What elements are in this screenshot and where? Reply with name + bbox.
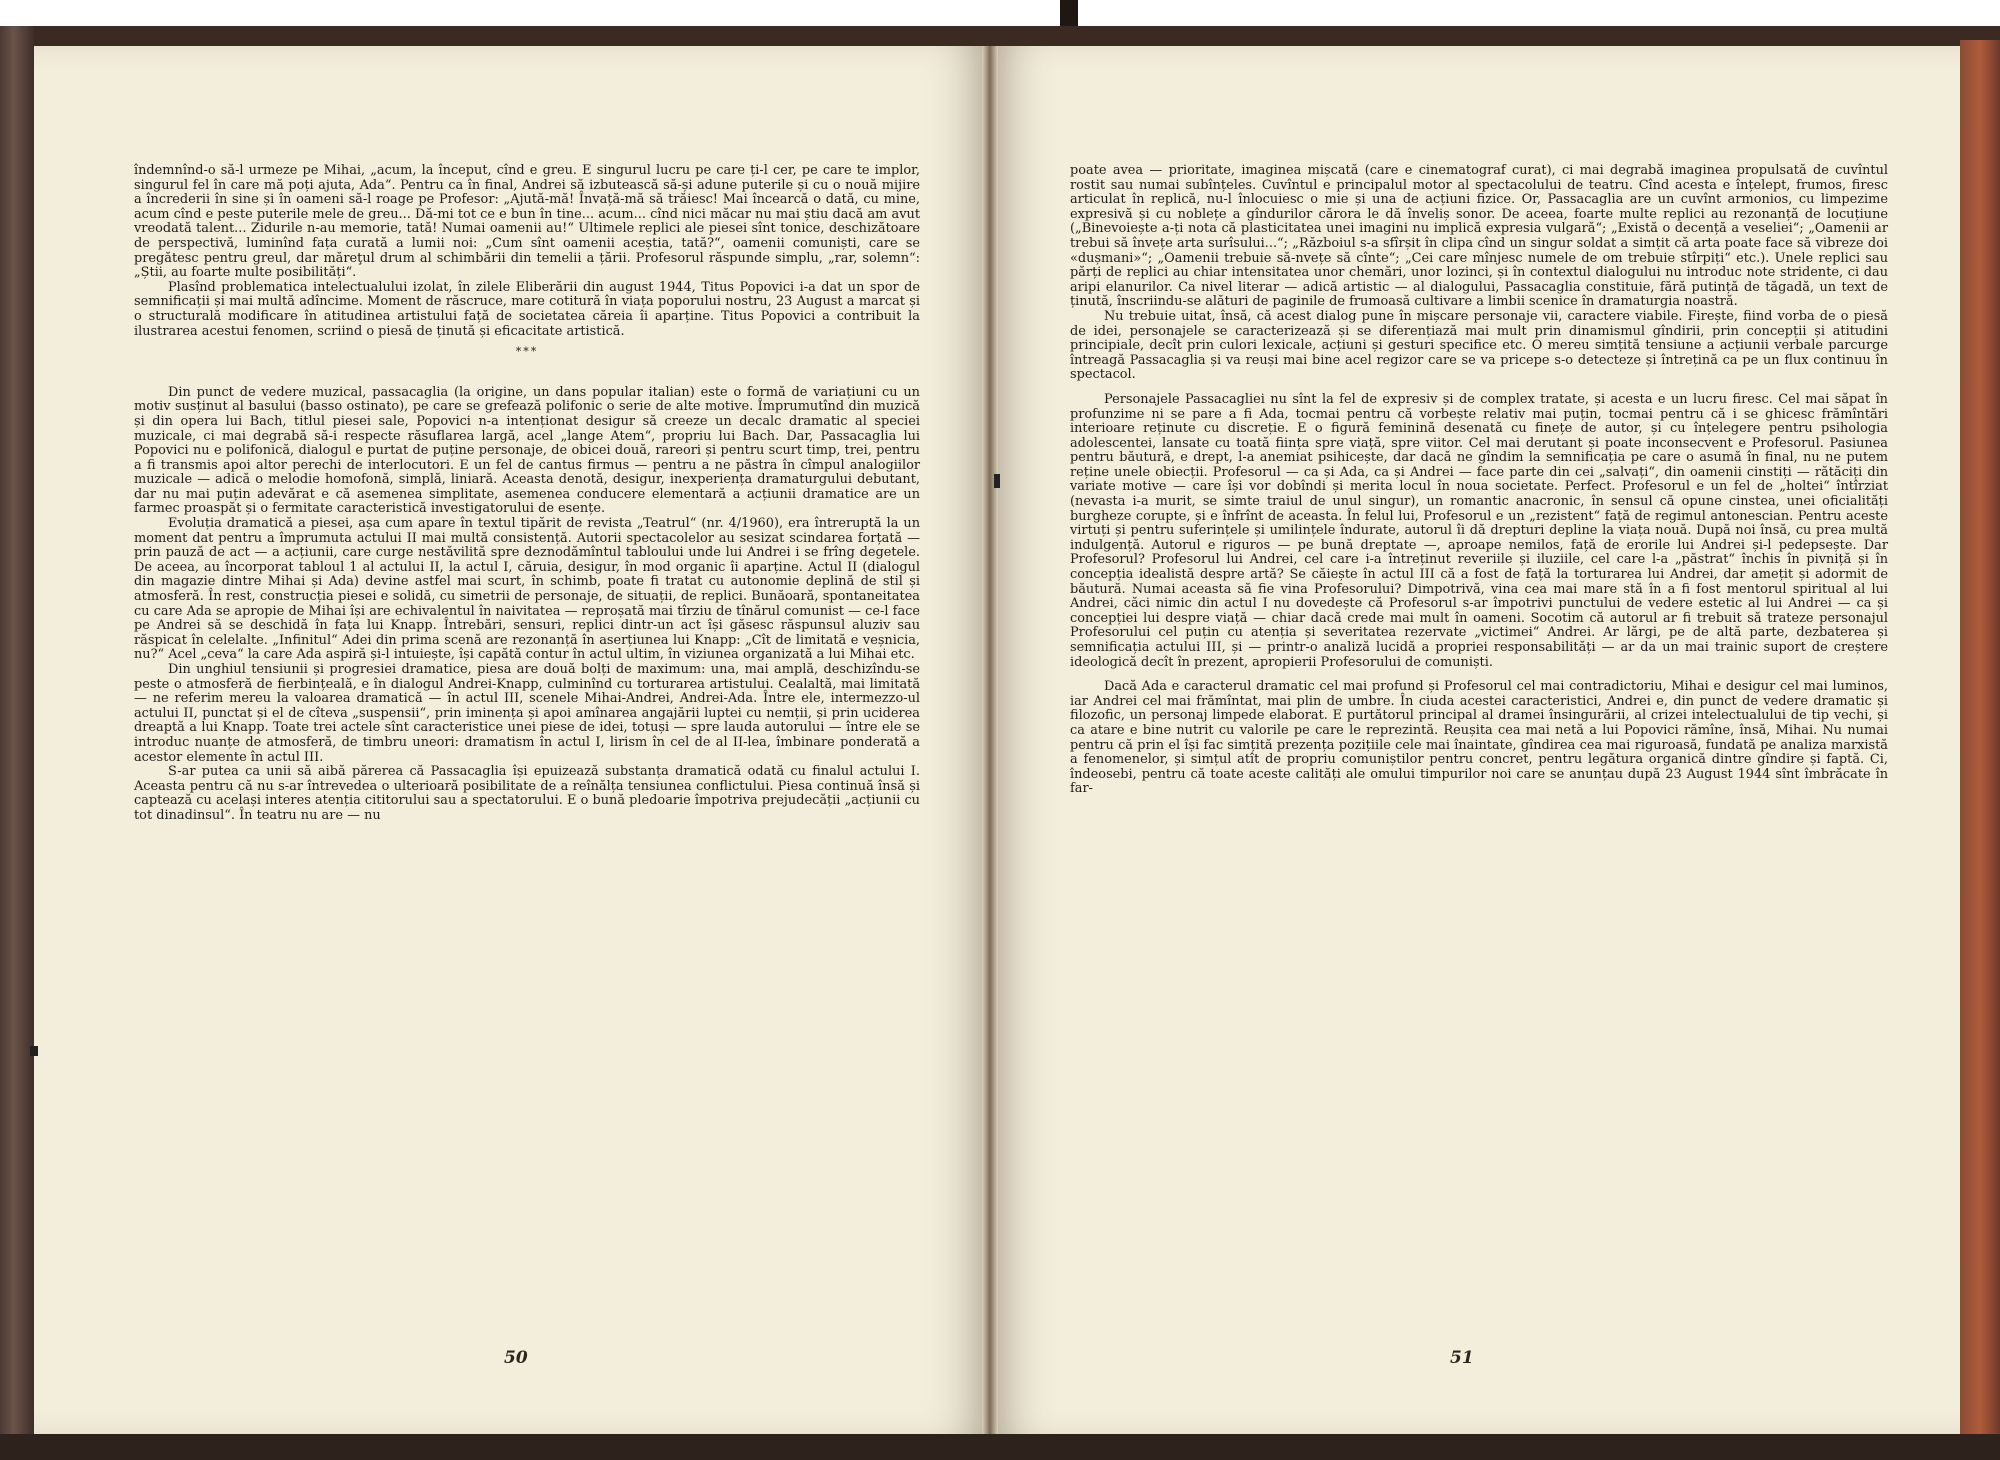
paragraph: poate avea — prioritate, imaginea mișcată (care e cinematograf curat), ci mai degrabă imaginea propulsată de cuvîntul rostit sau numai subînțeles. Cuvîntul e principalul motor al spectacolului de teatru. Cînd acesta e înțelept, frumos, firesc articulat în replică, nu-l înlocuiesc o mie și una de acțiuni fizice. Or, Passacaglia are un cuvînt armonios, cu limpezime expresivă și cu noblețe a gîndurilor cărora le dă înveliș sonor. De aceea, foarte multe replici au rezonanță de locuțiune („Binevoiește a-ți nota că plasticitatea unei imagini nu implică expresia vulgară“; „Există o decență a veseliei“; „Oamenii ar trebui să învețe arta surîsului...“; „Războiul s-a sfîrșit în clipa cînd un singur soldat a simțit că arta poate face să vibreze doi «dușmani»“; „Oamenii trebuie să-nvețe să cînte“; „Cei care mînjesc numele de om trebuie stîrpiți“ etc.). Unele replici sau părți de replici au chiar intensitatea unor chemări, unor lozinci, și în contextul dialogului nu introduc note stridente, ci dau aripi elanurilor. Ca nivel literar — adică artistic — al dialogului, Passacaglia constituie, fără putință de tăgadă, un text de ținută, înscriindu-se alături de paginile de frumoasă cultivare a limbii scenice în dramaturgia noastră.: [1070, 163, 1888, 310]
paragraph: Nu trebuie uitat, însă, că acest dialog pune în mișcare personaje vii, caractere viabile. Firește, fiind vorba de o piesă de idei, personajele se caracterizează și se diferențiază mai mult prin dinamismul gîndirii, prin concepții și atitudini principiale, decît prin culori lexicale, acțiuni și gesturi specifice etc. O mereu simțită tensiune a acțiunii verbale parcurge întreagă Passacaglia și va reuși mai bine acel regizor care se va pricepe s-o detecteze și întrețină ca pe un flux continuu în spectacol.: [1070, 308, 1888, 383]
book-spine-top: [1060, 0, 1078, 26]
edge-mark: [30, 1046, 38, 1056]
gutter-mark: [994, 474, 1000, 488]
section-separator: ***: [515, 345, 539, 359]
paragraph: Plasînd problematica intelectualului izolat, în zilele Eliberării din august 1944, Titus Popovici i-a dat un spor de semnificații și mai multă adîncime. Moment de răscruce, mare cotitură în viața poporului nostru, 23 August a marcat și o structurală modificare în atitudinea artistului față de societatea căreia îi aparține. Titus Popovici a contribuit la ilustrarea acestui fenomen, scriind o piesă de ținută și eficacitate artistică.: [134, 279, 920, 339]
paragraph: Dacă Ada e caracterul dramatic cel mai profund și Profesorul cel mai contradictoriu, Mihai e desigur cel mai luminos, iar Andrei cel mai frămîntat, mai plin de umbre. În ciuda acestei caracteristici, Andrei e, din punct de vedere dramatic și filozofic, un personaj limpede elaborat. E purtătorul principal al dramei însingurării, al crizei intelectualului de tip vechi, și ca atare e bine nutrit cu valorile pe care le reprezintă. Reușita cea mai netă a lui Popovici rămîne, însă, Mihai. Nu numai pentru că prin el își fac simțită prezența pozițiile cele mai înaintate, gîndirea cea mai riguroasă, fundată pe analiza marxistă a fenomenelor, și simțul atît de propriu comuniștilor pentru concret, pentru legătura organică dintre gîndire și faptă. Ci, îndeosebi, pentru că toate aceste calități ale omului timpurilor noi care se anunțau după 23 August 1944 sînt îmbrăcate în far-: [1070, 679, 1888, 797]
left-cover-edge: [0, 26, 34, 1436]
paragraph: S-ar putea ca unii să aibă părerea că Passacaglia își epuizează substanța dramatică odată cu finalul actului I. Aceasta pentru că nu s-ar întrevedea o ulterioară posibilitate de a reînălța tensiunea conflictului. Piesa continuă însă și captează cu același interes atenția cititorului sau a spectatorului. E o bună pledoarie împotriva prejudecății „acțiunii cu tot dinadinsul“. În teatru nu are — nu: [134, 764, 920, 823]
right-page-text: [1070, 164, 1888, 797]
book-gutter: [982, 46, 998, 1434]
left-page: [34, 46, 990, 1434]
book-bottom-edge: [0, 1434, 2000, 1460]
right-cover-edge: [1960, 40, 2000, 1436]
left-page-text: [134, 164, 920, 824]
paragraph: Personajele Passacagliei nu sînt la fel de expresiv și de complex tratate, și acesta e un lucru firesc. Cel mai săpat în profunzime ni se pare a fi Ada, tocmai pentru că vorbește relativ mai puțin, tocmai pentru că i se ghicesc frămîntări interioare reținute cu discreție. E o figură feminină desenată cu finețe de autor, și cu înțelegere pentru psihologia adolescentei, lansate cu toată ființa spre viață, spre viitor. Cel mai derutant și poate inconsecvent e Profesorul. Pasiunea pentru băutură, e drept, l-a anemiat psihicește, dar dacă ne gîndim la semnificația pe care o asumă în final, nu ne putem reține unele obiecții. Profesorul — ca și Ada, ca și Andrei — face parte din cei „salvați“, din oamenii cinstiți — rătăciți din variate motive — care își vor dobîndi și merita locul în noua societate. Perfect. Profesorul e un fel de „holtei“ întîrziat (nevasta i-a murit, se simte traiul de unul singur), un romantic anacronic, în sensul că opune cinstea, unei oficialități burgheze corupte, și e înfrînt de aceasta. În felul lui, Profesorul e un „rezistent“ față de regimul antonescian. Pentru aceste virtuți și pentru suferințele și umilințele îndurate, autorul îi dă drepturi depline la viața nouă. După noi însă, cu prea multă indulgență. Autorul e riguros — pe bună dreptate —, aproape nemilos, față de erorile lui Andrei și-l pedepsește. Dar Profesorul? Profesorul lui Andrei, cel care i-a întreținut reveriile și iluziile, cel care l-a „păstrat“ închis în pivniță și în concepția idealistă despre artă? Se căiește în actul III că a fost de față la torturarea lui Andrei, dar amețit și adormit de băutură. Numai aceasta să fie vina Profesorului? Dimpotrivă, vina cea mai mare stă în a fi fost mentorul spiritual al lui Andrei, căci nimic din actul I nu dovedește că Profesorul s-ar împotrivi punctului de vedere estetic al lui Andrei — ca și concepției lui despre viață — chiar dacă crede mai mult în oameni. Socotim că autorul ar fi trebuit să trateze personajul Profesorului cel puțin cu atenția și severitatea rezervate „victimei“ Andrei. Ar lărgi, pe de altă parte, dezbaterea și semnificația actului III, și — printr-o analiză lucidă a propriei responsabilități — ar da un mai trainic suport de creștere ideologică decît în prezent, apropierii Profesorului de comuniști.: [1070, 391, 1888, 670]
paragraph: Din punct de vedere muzical, passacaglia (la origine, un dans popular italian) este o formă de variațiuni cu un motiv susținut al basului (basso ostinato), pe care se grefează polifonic o serie de alte motive. Împrumutînd din muzică și din opera lui Bach, titlul piesei sale, Popovici n-a intenționat desigur să creeze un decalc dramatic al speciei muzicale, ci mai degrabă să-i respecte răsuflarea largă, acel „lange Atem“, propriu lui Bach. Dar, Passacaglia lui Popovici nu e polifonică, dialogul e purtat de puține personaje, de obicei două, rareori și pentru scurt timp, trei, pentru a fi transmis apoi altor perechi de interlocutori. E un fel de cantus firmus — pentru a ne păstra în cîmpul analogiilor muzicale — adică o melodie homofonă, simplă, liniară. Aceasta denotă, desigur, inexperiența dramaturgului debutant, dar nu mai puțin adevărat e că asemenea simplitate, asemenea conducere elementară a acțiunii dramatice are un farmec proaspăt și o fermitate caracteristică investigatorului de esențe.: [134, 384, 920, 517]
book-top-edge: [0, 0, 2000, 26]
page-number: 50: [504, 1348, 528, 1368]
paragraph: îndemnînd-o să-l urmeze pe Mihai, „acum, la început, cînd e greu. E singurul lucru pe care ți-l cer, pe care te implor, singurul fel în care mă poți ajuta, Ada“. Pentru ca în final, Andrei să izbutească să-și adune puterile și cu o nouă mijire a încrederii în sine și în oameni să-l roage pe Profesor: „Ajută-mă! Învață-mă să trăiesc! Mai încearcă o dată, cu mine, acum cînd e peste puterile mele de greu... Dă-mi tot ce e bun în tine... acum... cînd nici măcar nu mai știu dacă am avut vreodată talent... Zidurile n-au memorie, tată! Numai oamenii au!“ Ultimele replici ale piesei sînt tonice, deschizătoare de perspectivă, luminînd fața curată a lumii noi: „Cum sînt oamenii aceștia, tată?“, oamenii comuniști, care se pregătesc pentru greul, dar măreţul drum al schimbării din temelii a țării. Profesorul răspunde simplu, „rar, solemn“: „Știi, au foarte multe posibilități“.: [134, 163, 920, 281]
paragraph: Evoluția dramatică a piesei, așa cum apare în textul tipărit de revista „Teatrul“ (nr. 4/1960), era întreruptă la un moment dat pentru a împrumuta actului II mai multă consistență. Autorii spectacolelor au sesizat scindarea forțată — prin pauză de act — a acțiunii, care curge nestăvilită spre deznodămîntul tabloului unde lui Andrei i se frîng degetele. De aceea, au încorporat tabloul 1 al actului II, la actul I, căruia, desigur, în mod organic îi aparține. Actul II (dialogul din magazie dintre Mihai și Ada) devine astfel mai scurt, în schimb, poate fi tratat cu autonomie deplină de stil și atmosferă. În rest, construcția piesei e solidă, cu simetrii de personaje, de situații, de replici. Bunăoară, spontaneitatea cu care Ada se apropie de Mihai își are echivalentul în naivitatea — reproșată mai tîrziu de tînărul comunist — ce-l face pe Andrei să se deschidă în fața lui Knapp. Întrebări, sensuri, replici dintr-un act își găsesc răspunsul aluziv sau răspicat în celelalte. „Infinitul“ Adei din prima scenă are rezonanță în aserțiunea lui Knapp: „Cît de limitată e veșnicia, nu?“ Acel „ceva“ la care Ada aspiră și-l intuiește, își capătă contur în actul ultim, în viziunea organizată a lui Mihai etc.: [134, 516, 920, 663]
page-number: 51: [1450, 1348, 1474, 1368]
right-page: [990, 46, 1960, 1434]
paragraph: Din unghiul tensiunii și progresiei dramatice, piesa are două bolți de maximum: una, mai amplă, deschizîndu-se peste o atmosferă de fierbințeală, e în dialogul Andrei-Knapp, culminînd cu torturarea artistului. Cealaltă, mai limitată — ne referim mereu la valoarea dramatică — în actul III, scenele Mihai-Andrei, Andrei-Ada. Între ele, intermezzo-ul actului II, punctat și el de cîteva „suspensii“, prin iminența și apoi amînarea angajării luptei cu nemții, și prin uciderea dreaptă a lui Knapp. Toate trei actele sînt caracteristice unei piese de idei, totuși — spre lauda autorului — între ele se introduc nuanțe de atmosferă, de timbru uneori: dramatism în actul I, lirism în cel de al II-lea, îmbinare ponderată a acestor elemente în actul III.: [134, 662, 920, 765]
